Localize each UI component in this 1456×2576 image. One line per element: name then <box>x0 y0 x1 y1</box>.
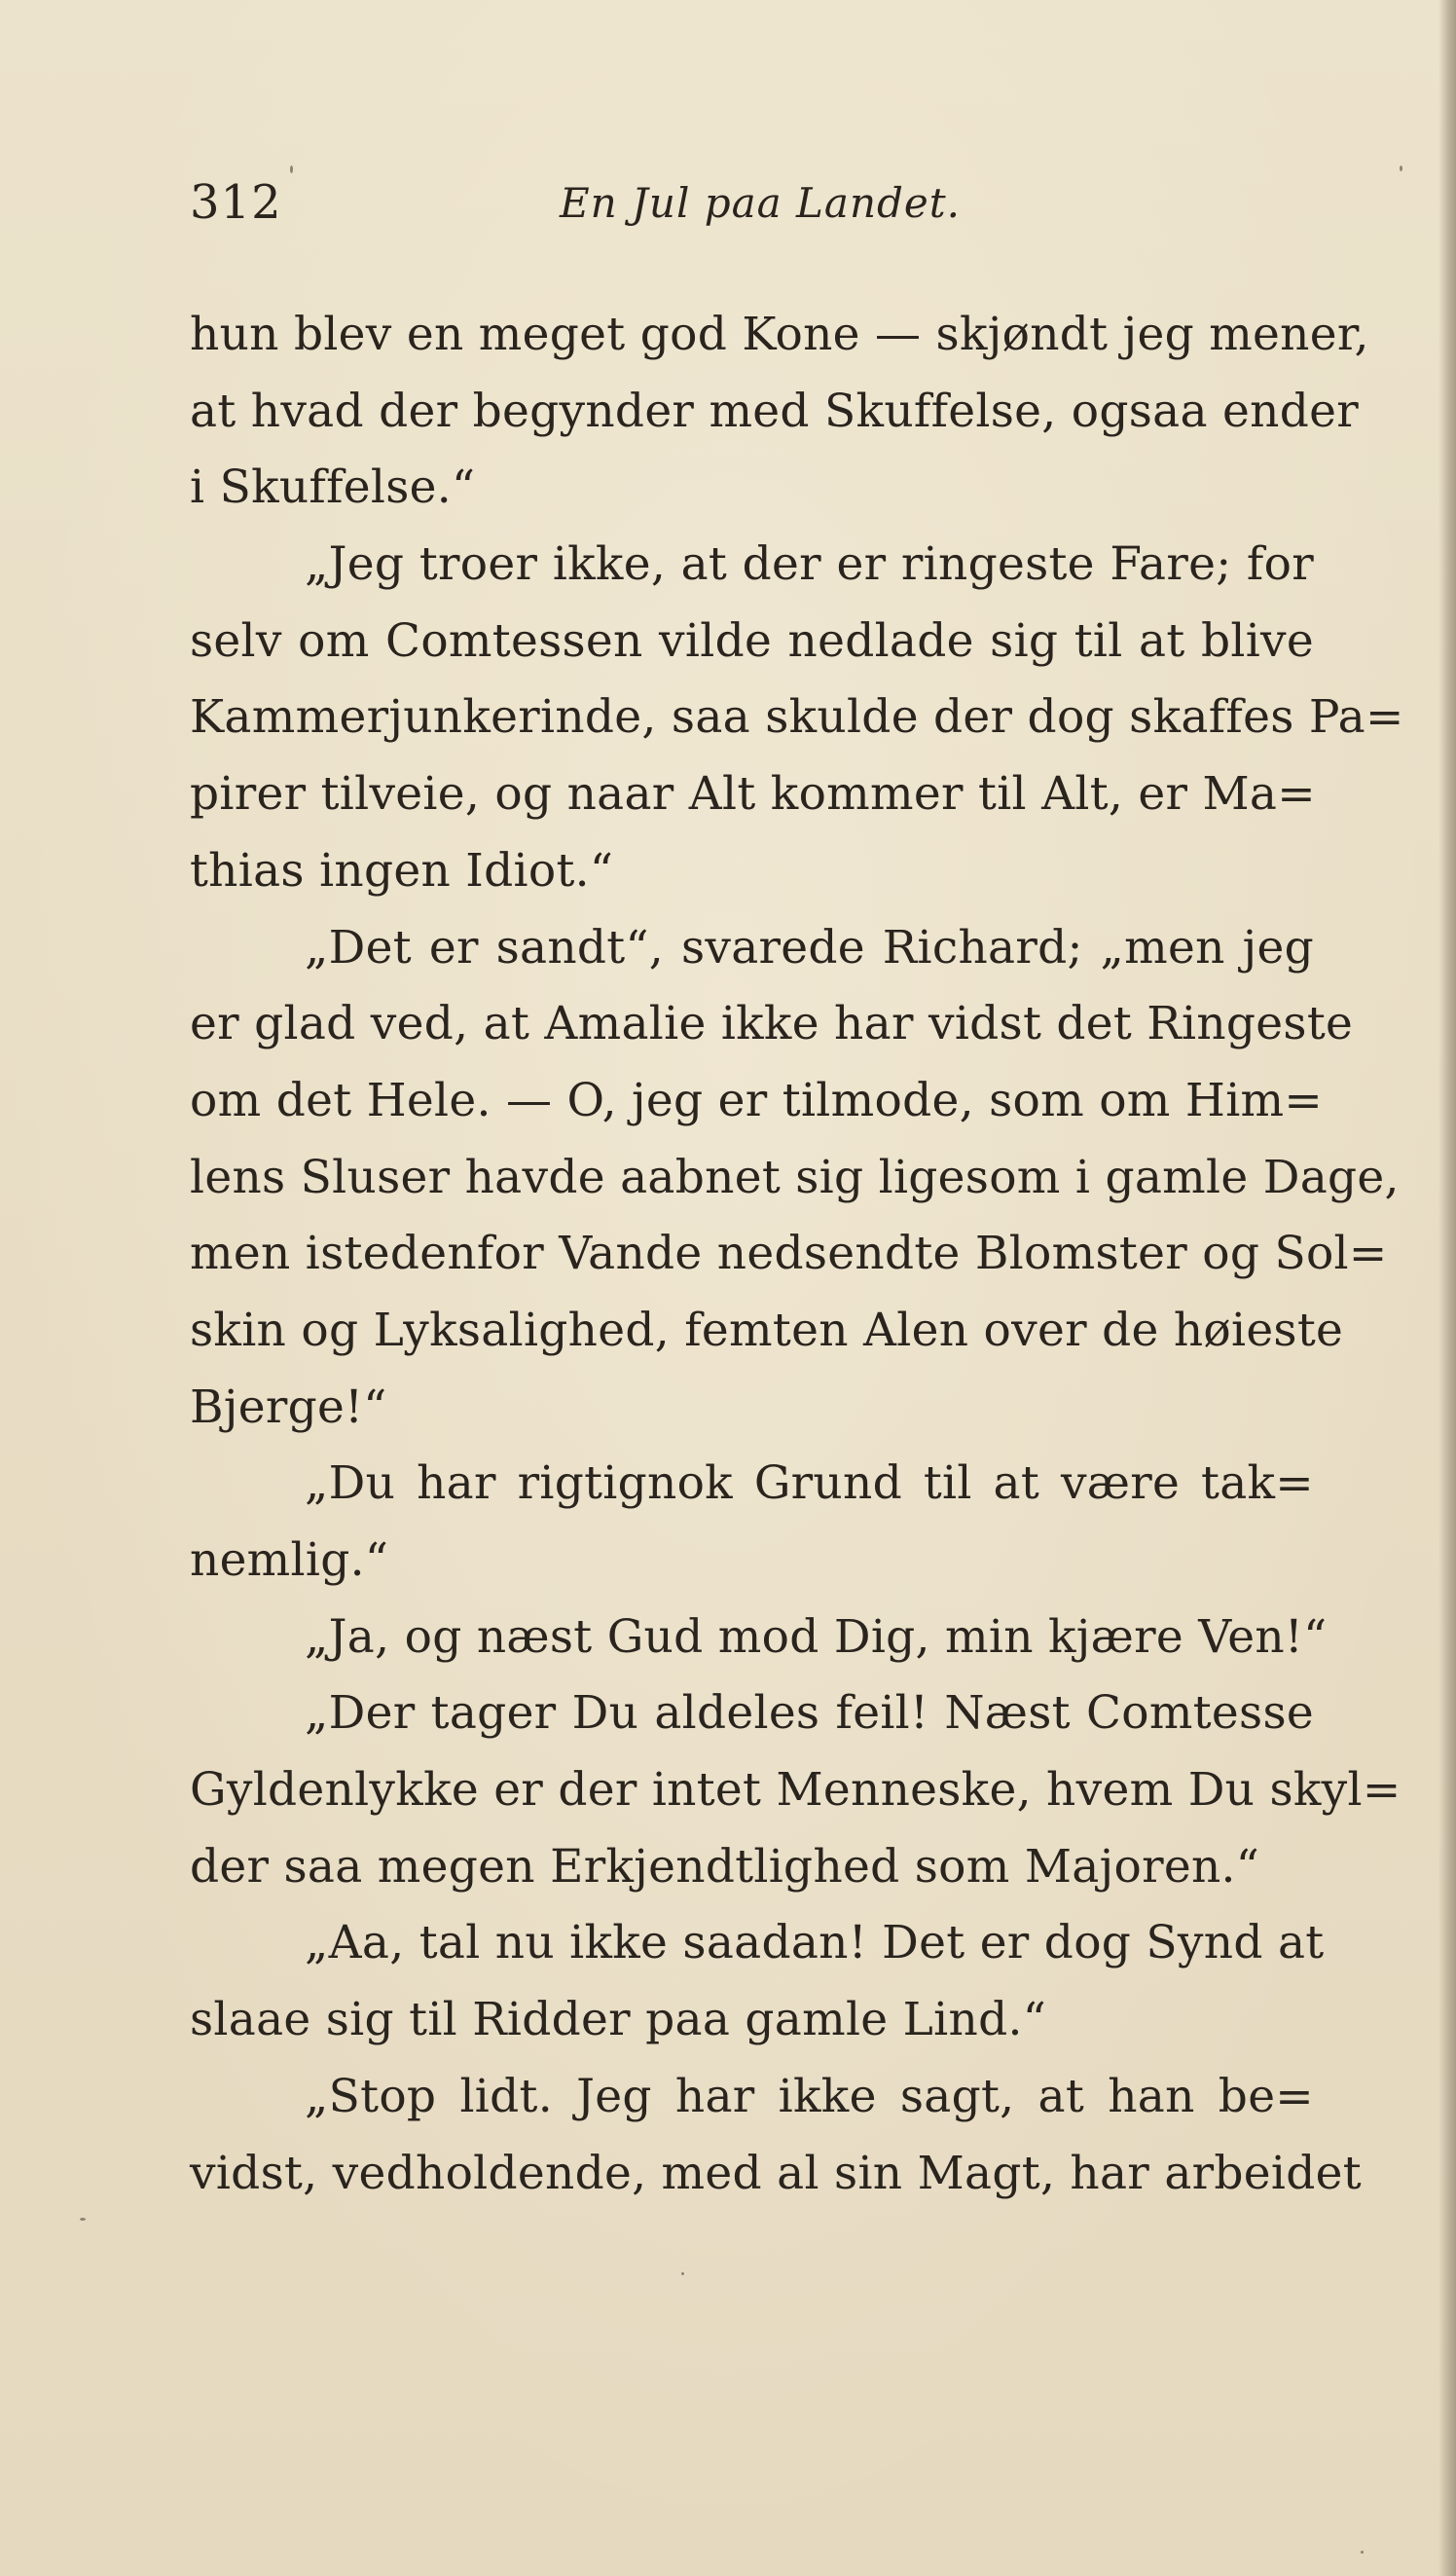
text-line: Gyldenlykke er der intet Menneske, hvem Du skyl= <box>190 1763 1401 1818</box>
text-line: „Du har rigtignok Grund til at være tak= <box>305 1456 1314 1511</box>
text-line: vidst, vedholdende, med al sin Magt, har arbeidet <box>190 2146 1362 2200</box>
text-line: Kammerjunkerinde, saa skulde der dog skaffes Pa= <box>190 690 1404 745</box>
text-line: slaae sig til Ridder paa gamle Lind.“ <box>190 1993 1047 2047</box>
text-line: skin og Lyksalighed, femten Alen over de høieste <box>190 1303 1344 1357</box>
text-line: hun blev en meget god Kone — skjøndt jeg mener, <box>190 308 1369 361</box>
text-line: men istedenfor Vande nedsendte Blomster og Sol= <box>190 1227 1388 1281</box>
text-line: „Det er sandt“, svarede Richard; „men jeg <box>305 920 1314 975</box>
text-line: „Ja, og næst Gud mod Dig, min kjære Ven!“ <box>305 1609 1328 1664</box>
paper-speck <box>290 166 293 173</box>
text-line: der saa megen Erkjendtlighed som Majoren.“ <box>190 1839 1260 1894</box>
page-edge-shadow <box>1438 0 1456 2576</box>
text-line: „Aa, tal nu ikke saadan! Det er dog Synd at <box>305 1916 1325 1970</box>
text-line: selv om Comtessen vilde nedlade sig til at blive <box>190 613 1314 668</box>
text-line: „Jeg troer ikke, at der er ringeste Fare; for <box>305 537 1314 592</box>
text-line: „Der tager Du aldeles feil! Næst Comtesse <box>305 1686 1314 1741</box>
text-line: pirer tilveie, og naar Alt kommer til Alt, er Ma= <box>190 767 1316 822</box>
paper-speck <box>681 2272 684 2275</box>
page-header <box>190 175 1314 243</box>
text-line: „Stop lidt. Jeg har ikke sagt, at han be= <box>305 2069 1314 2123</box>
text-line: i Skuffelse.“ <box>190 460 476 515</box>
running-title: En Jul paa Landet. <box>560 179 961 227</box>
paper-speck <box>1400 166 1402 171</box>
page-number: 312 <box>190 175 282 230</box>
paper-speck <box>80 2218 86 2221</box>
text-line: nemlig.“ <box>190 1533 389 1587</box>
text-line: lens Sluser havde aabnet sig ligesom i gamle Dage, <box>190 1150 1400 1204</box>
text-line: thias ingen Idiot.“ <box>190 843 614 898</box>
text-line: er glad ved, at Amalie ikke har vidst det Ringeste <box>190 997 1354 1051</box>
text-line: at hvad der begynder med Skuffelse, ogsaa ender <box>190 384 1359 438</box>
paper-speck <box>1361 2551 1364 2554</box>
body-text <box>190 297 1404 2212</box>
text-line: Bjerge!“ <box>190 1380 387 1434</box>
text-line: om det Hele. — O, jeg er tilmode, som om Him= <box>190 1073 1324 1127</box>
